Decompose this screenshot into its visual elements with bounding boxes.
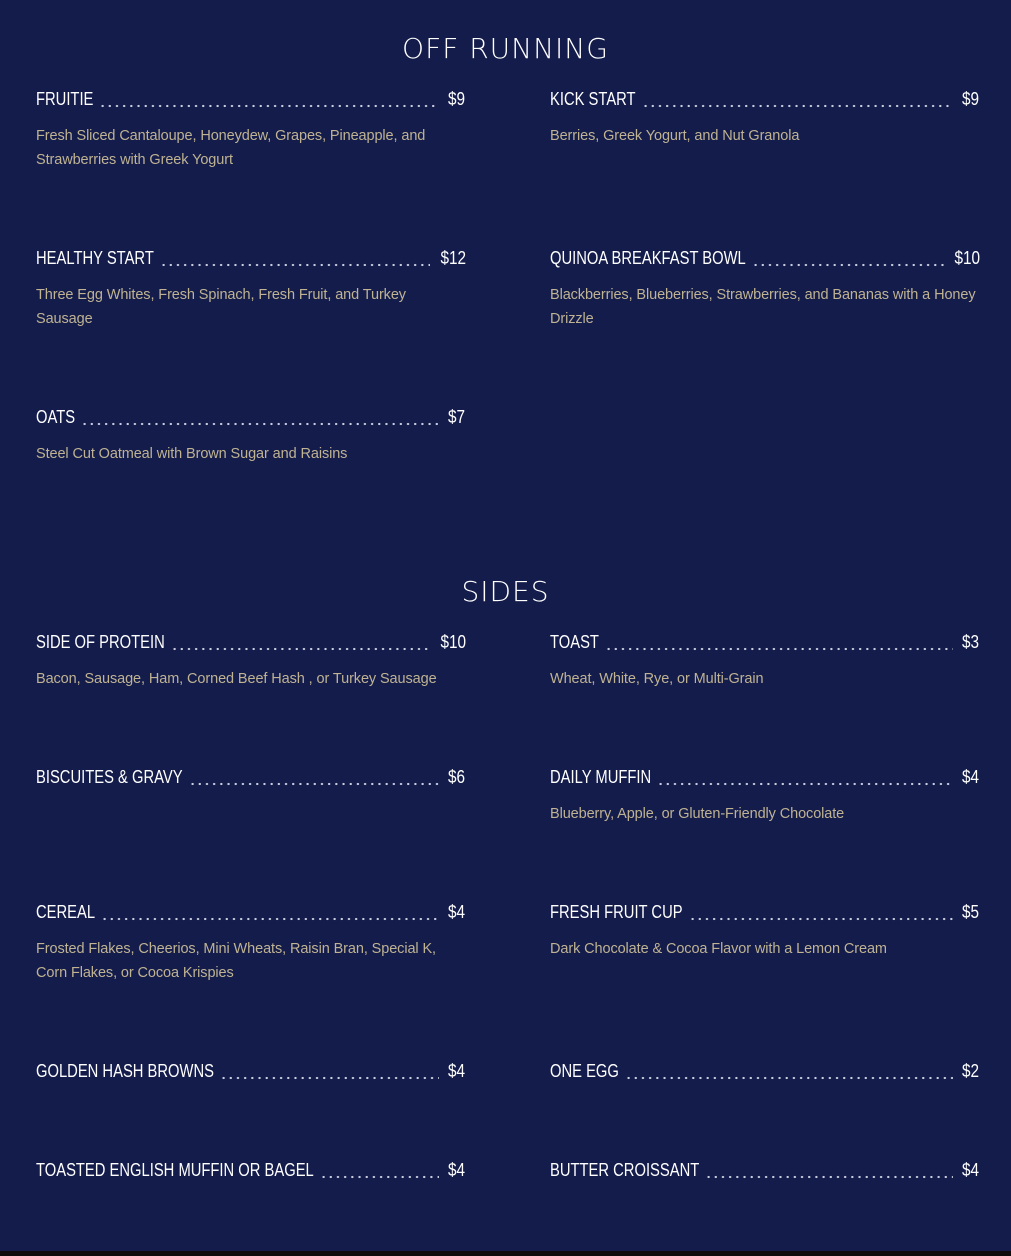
menu-item-fruitie [36,88,466,172]
item-name: ONE EGG [550,1061,619,1081]
section-title-sides: SIDES [461,575,550,608]
price-wrap [959,901,980,923]
item-name: BUTTER CROISSANT [550,1160,700,1180]
dot-leader [625,1060,953,1082]
price-wrap [436,631,467,653]
menu-item-fresh-fruit-cup [550,901,980,961]
section-title-off-running: OFF RUNNING [402,32,609,65]
dot-leader [189,766,439,788]
item-description: Steel Cut Oatmeal with Brown Sugar and Raisins [36,446,348,462]
item-price: $6 [447,767,466,787]
menu-item-side-of-protein [36,631,467,691]
item-name: HEALTHY START [36,248,154,268]
dot-leader [99,88,439,110]
item-name: TOASTED ENGLISH MUFFIN OR BAGEL [36,1160,314,1180]
item-description: Fresh Sliced Cantaloupe, Honeydew, Grapes, Pineapple, and Strawberries with Greek Yogurt [36,128,426,168]
item-description: Dark Chocolate & Cocoa Flavor with a Lemon Cream [550,941,887,957]
item-name: OATS [36,407,76,427]
item-price: $5 [961,902,980,922]
dot-leader [101,901,439,923]
dot-leader [642,88,953,110]
price-wrap [445,406,466,428]
price-wrap [445,901,466,923]
item-name: QUINOA BREAKFAST BOWL [550,248,746,268]
menu-item-daily-muffin [550,766,980,826]
bottom-border [0,1251,1011,1256]
dot-leader [81,406,439,428]
dot-leader [705,1159,953,1181]
dot-leader [605,631,953,653]
item-price: $9 [961,89,980,109]
price-wrap [959,766,980,788]
item-description: Blueberry, Apple, or Gluten-Friendly Chocolate [550,806,845,822]
dot-leader [160,247,431,269]
item-name: FRUITIE [36,89,94,109]
dot-leader [320,1159,439,1181]
menu-item-biscuites-gravy [36,766,466,788]
dot-leader [171,631,431,653]
item-name: FRESH FRUIT CUP [550,902,683,922]
price-wrap [959,1159,980,1181]
dot-leader [657,766,953,788]
item-price: $4 [961,767,980,787]
item-name: DAILY MUFFIN [550,767,652,787]
menu-item-kick-start [550,88,980,148]
menu-item-quinoa-breakfast-bowl [550,247,981,331]
item-name: CEREAL [36,902,96,922]
price-wrap [436,247,467,269]
item-price: $10 [954,248,981,268]
price-wrap [445,1159,466,1181]
item-price: $3 [961,632,980,652]
menu-item-golden-hash-browns [36,1060,466,1082]
price-wrap [445,766,466,788]
menu-item-healthy-start [36,247,467,331]
item-price: $10 [440,632,467,652]
item-description: Blackberries, Blueberries, Strawberries, and Bananas with a Honey Drizzle [550,287,976,327]
item-price: $4 [961,1160,980,1180]
item-name: GOLDEN HASH BROWNS [36,1061,214,1081]
price-wrap [959,1060,980,1082]
price-wrap [445,1060,466,1082]
price-wrap [445,88,466,110]
dot-leader [752,247,945,269]
item-description: Three Egg Whites, Fresh Spinach, Fresh Fruit, and Turkey Sausage [36,287,406,327]
item-price: $12 [440,248,467,268]
price-wrap [950,247,981,269]
item-description: Wheat, White, Rye, or Multi-Grain [550,671,764,687]
menu-item-one-egg [550,1060,980,1082]
menu-item-toast [550,631,980,691]
item-price: $9 [447,89,466,109]
item-description: Bacon, Sausage, Ham, Corned Beef Hash , or Turkey Sausage [36,671,437,687]
item-price: $4 [447,1061,466,1081]
item-price: $4 [447,902,466,922]
item-description: Frosted Flakes, Cheerios, Mini Wheats, Raisin Bran, Special K, Corn Flakes, or Cocoa Krispies [36,941,436,981]
price-wrap [959,88,980,110]
item-price: $7 [447,407,466,427]
menu-item-toasted-english-muffin-or-bagel [36,1159,466,1181]
item-name: TOAST [550,632,599,652]
item-name: BISCUITES & GRAVY [36,767,183,787]
menu-item-butter-croissant [550,1159,980,1181]
item-price: $2 [961,1061,980,1081]
price-wrap [959,631,980,653]
item-price: $4 [447,1160,466,1180]
item-name: KICK START [550,89,636,109]
menu-item-oats [36,406,466,466]
dot-leader [220,1060,439,1082]
menu-item-cereal [36,901,466,985]
item-name: SIDE OF PROTEIN [36,632,165,652]
dot-leader [689,901,953,923]
item-description: Berries, Greek Yogurt, and Nut Granola [550,128,800,144]
